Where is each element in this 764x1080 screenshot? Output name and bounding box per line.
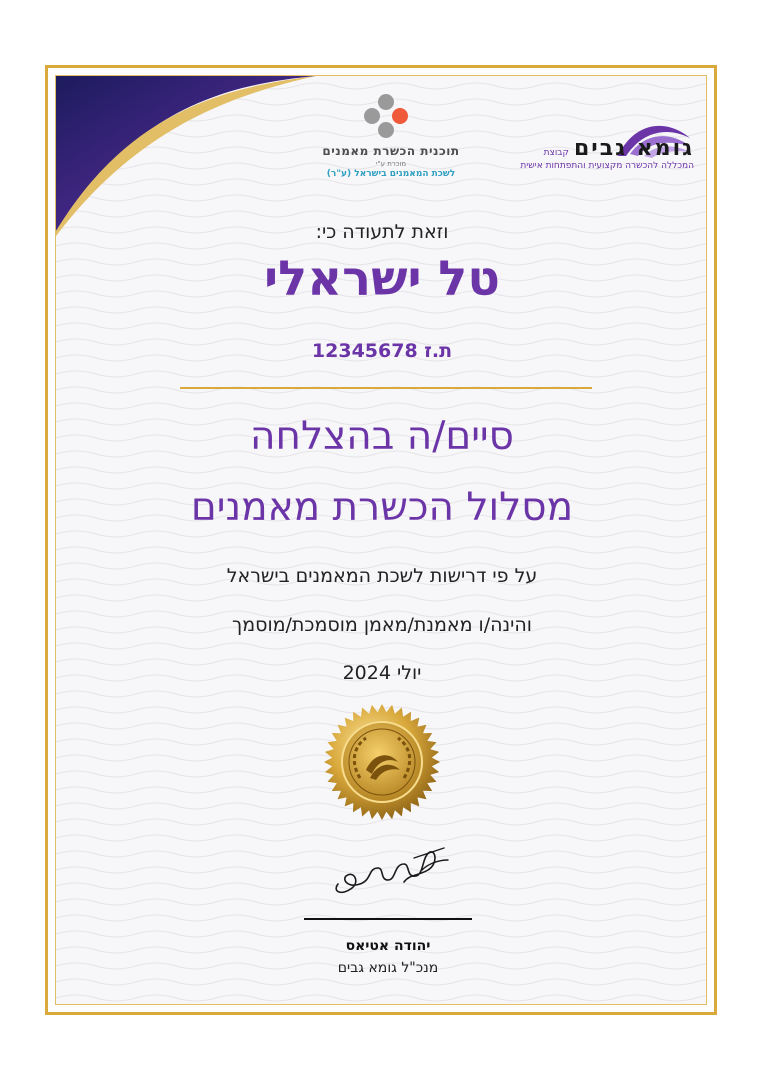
certificate-intro: וזאת לתעודה כי: bbox=[315, 221, 449, 243]
body-line-requirements: על פי דרישות לשכת המאמנים בישראל bbox=[226, 565, 538, 587]
signer-name: יהודה אטיאס bbox=[345, 938, 431, 954]
clover-logo-icon bbox=[359, 92, 413, 142]
recipient-name: טל ישראלי bbox=[264, 251, 500, 307]
logo-program-title: תוכנית הכשרת מאמנים bbox=[322, 144, 460, 158]
logo-chamber-name: לשכת המאמנים בישראל (ע"ר) bbox=[326, 169, 456, 179]
logo-brand-small: קבוצת bbox=[543, 148, 569, 158]
recipient-id: ת.ז 12345678 bbox=[311, 340, 453, 362]
gold-seal-icon bbox=[320, 700, 444, 824]
logo-brand-main: גומא גבים bbox=[573, 136, 694, 161]
course-title: מסלול הכשרת מאמנים bbox=[190, 485, 574, 530]
body-line-certified: והינה/ו מאמנת/מאמן מוסמכת/מוסמך bbox=[232, 614, 532, 636]
completion-heading: סיים/ה בהצלחה bbox=[250, 414, 514, 459]
signer-title: מנכ"ל גומא גבים bbox=[337, 960, 439, 976]
certificate-date: יולי 2024 bbox=[342, 662, 422, 684]
coach-program-logo bbox=[311, 144, 471, 179]
signature-line bbox=[304, 918, 472, 920]
logo-recognized-by: מוכרת ע"י bbox=[375, 160, 407, 168]
gome-gevim-logo bbox=[484, 136, 694, 171]
handwritten-signature bbox=[318, 834, 458, 904]
gold-divider bbox=[180, 387, 592, 389]
corner-swoosh-decoration bbox=[56, 76, 316, 236]
certificate-panel bbox=[55, 75, 707, 1005]
logo-tagline: המכללה להכשרה מקצועית והתפתחות אישית bbox=[520, 161, 694, 171]
